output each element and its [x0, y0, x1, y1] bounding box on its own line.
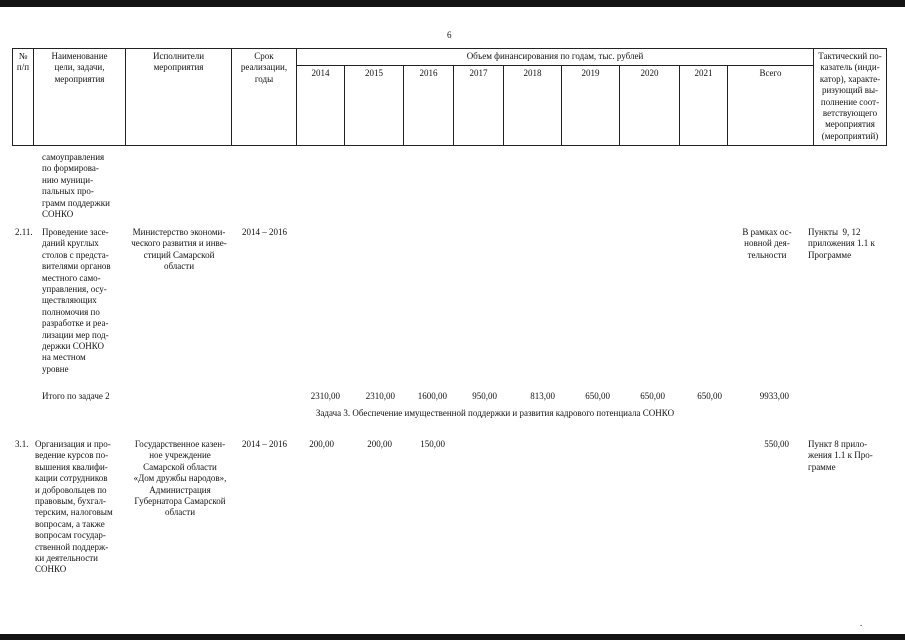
- row-3-1-value: 200,00: [367, 439, 392, 449]
- header-year: 2017: [454, 66, 504, 146]
- total-task2-value: 1600,00: [417, 391, 447, 401]
- row-3-1-name: Организация и про- ведение курсов по- вышения квалифи- кации сотрудников и добровольцев по правовым, бухгал- терским, налоговым вопросам, а также вопросам государ- ственной поддерж- ки деятельности СОНКО: [35, 439, 113, 575]
- row-3-1-value: 200,00: [309, 439, 334, 449]
- total-task2-value: 650,00: [640, 391, 665, 401]
- total-task2-value: 650,00: [585, 391, 610, 401]
- header-name: Наименование цели, задачи, мероприятия: [34, 49, 126, 146]
- row-3-1-term: 2014 – 2016: [242, 439, 287, 449]
- row-2-11-total: В рамках ос- новной дея- тельности: [742, 227, 792, 260]
- header-executors: Исполнители мероприятия: [126, 49, 232, 146]
- row-2-11-executor: Министерство экономи- ческого развития и инве- стиций Самарской области: [131, 227, 227, 272]
- continuation-name: самоуправления по формирова- нию муници- пальных про- грамм поддержки СОНКО: [42, 152, 110, 220]
- header-total: Всего: [728, 66, 814, 146]
- total-task2-label: Итого по задаче 2: [42, 391, 110, 401]
- page-number: 6: [447, 30, 452, 40]
- header-indicator: Тактический по- казатель (инди- катор), характе- ризующий вы- полнение соот- ветствующего мероприятия (мероприятий): [814, 49, 887, 146]
- header-term: Срок реализации, годы: [232, 49, 297, 146]
- header-num: № п/п: [13, 49, 34, 146]
- row-2-11-indicator: Пункты 9, 12 приложения 1.1 к Программе: [808, 227, 875, 260]
- total-task2-value: 950,00: [472, 391, 497, 401]
- scan-top-edge: [0, 0, 905, 7]
- row-2-11-num: 2.11.: [15, 227, 33, 237]
- row-3-1-executor: Государственное казен- ное учреждение Самарской области «Дом дружбы народов», Администрация Губернатора Самарской области: [133, 439, 227, 518]
- table-header: [12, 48, 887, 146]
- header-year: 2019: [562, 66, 620, 146]
- row-2-11-name: Проведение засе- даний круглых столов с предста- вителями органов местного само- управления, осу- ществляющих полномочия по разработке и реа- лизации мер под- держки СОНКО на местном уровне: [42, 227, 111, 374]
- header-year: 2020: [620, 66, 680, 146]
- row-3-1-total: 550,00: [764, 439, 789, 449]
- row-3-1-value: 150,00: [420, 439, 445, 449]
- total-task2-sum: 9933,00: [759, 391, 789, 401]
- row-2-11-term: 2014 – 2016: [242, 227, 287, 237]
- header-year: 2016: [404, 66, 454, 146]
- scan-mark: .: [860, 618, 863, 628]
- scan-bottom-edge: [0, 634, 905, 640]
- row-3-1-num: 3.1.: [15, 439, 29, 449]
- header-year: 2014: [297, 66, 345, 146]
- total-task2-value: 2310,00: [310, 391, 340, 401]
- total-task2-value: 813,00: [530, 391, 555, 401]
- header-year: 2015: [345, 66, 404, 146]
- total-task2-value: 650,00: [697, 391, 722, 401]
- header-financing: Объем финансирования по годам, тыс. рублей: [297, 49, 814, 66]
- task3-heading: Задача 3. Обеспечение имущественной поддержки и развития кадрового потенциала СОНКО: [315, 408, 675, 418]
- row-3-1-indicator: Пункт 8 прило- жения 1.1 к Про- грамме: [808, 439, 873, 472]
- total-task2-value: 2310,00: [365, 391, 395, 401]
- header-year: 2018: [504, 66, 562, 146]
- header-year: 2021: [680, 66, 728, 146]
